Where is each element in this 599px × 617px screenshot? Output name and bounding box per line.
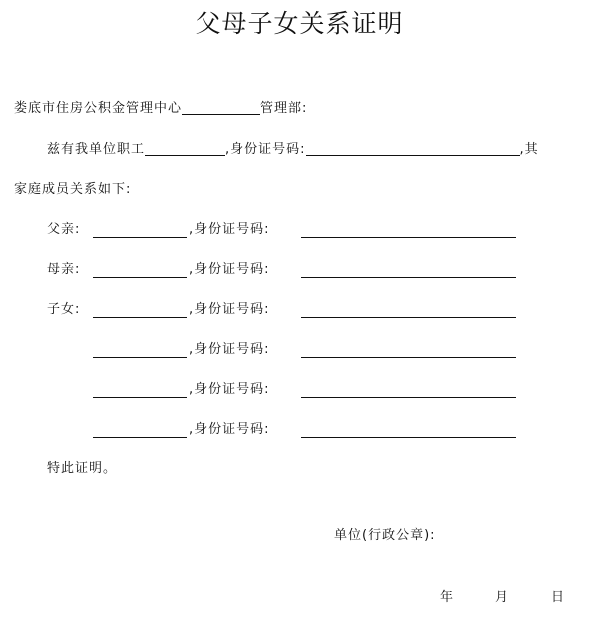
addressee-line	[14, 100, 307, 118]
child-3-id-blank[interactable]	[301, 397, 516, 398]
mother-label: 母亲:	[47, 262, 81, 277]
intro-id-label: ,身份证号码:	[225, 142, 306, 157]
addressee-prefix: 娄底市住房公积金管理中心	[14, 101, 183, 116]
child-4-id-label: ,身份证号码:	[189, 422, 270, 437]
addressee-suffix: 管理部:	[260, 101, 308, 116]
children-label: 子女:	[47, 302, 81, 317]
father-name-blank[interactable]	[93, 237, 187, 238]
child-2-id-label: ,身份证号码:	[189, 342, 270, 357]
mother-name-blank[interactable]	[93, 277, 187, 278]
father-id-blank[interactable]	[301, 237, 516, 238]
mother-id-label: ,身份证号码:	[189, 262, 270, 277]
father-id-label: ,身份证号码:	[189, 222, 270, 237]
date-year-label: 年	[440, 590, 455, 605]
child-1-id-blank[interactable]	[301, 317, 516, 318]
employee-id-blank[interactable]	[306, 141, 520, 156]
date-month-label: 月	[495, 590, 510, 605]
date-day-label: 日	[551, 590, 566, 605]
child-4-id-blank[interactable]	[301, 437, 516, 438]
child-4-name-blank[interactable]	[93, 437, 187, 438]
child-2-id-blank[interactable]	[301, 357, 516, 358]
page-title: 父母子女关系证明	[195, 9, 404, 38]
child-1-name-blank[interactable]	[93, 317, 187, 318]
intro-suffix: ,其	[519, 142, 539, 157]
child-2-name-blank[interactable]	[93, 357, 187, 358]
intro-line	[47, 141, 539, 159]
employee-name-blank[interactable]	[145, 141, 225, 156]
closing-text: 特此证明。	[47, 461, 118, 476]
child-3-name-blank[interactable]	[93, 397, 187, 398]
intro-line-2: 家庭成员关系如下:	[14, 182, 132, 197]
child-1-id-label: ,身份证号码:	[189, 302, 270, 317]
father-label: 父亲:	[47, 222, 81, 237]
mother-id-blank[interactable]	[301, 277, 516, 278]
child-3-id-label: ,身份证号码:	[189, 382, 270, 397]
intro-prefix: 兹有我单位职工	[47, 142, 146, 157]
department-blank[interactable]	[182, 100, 260, 115]
seal-label: 单位(行政公章):	[334, 528, 436, 543]
